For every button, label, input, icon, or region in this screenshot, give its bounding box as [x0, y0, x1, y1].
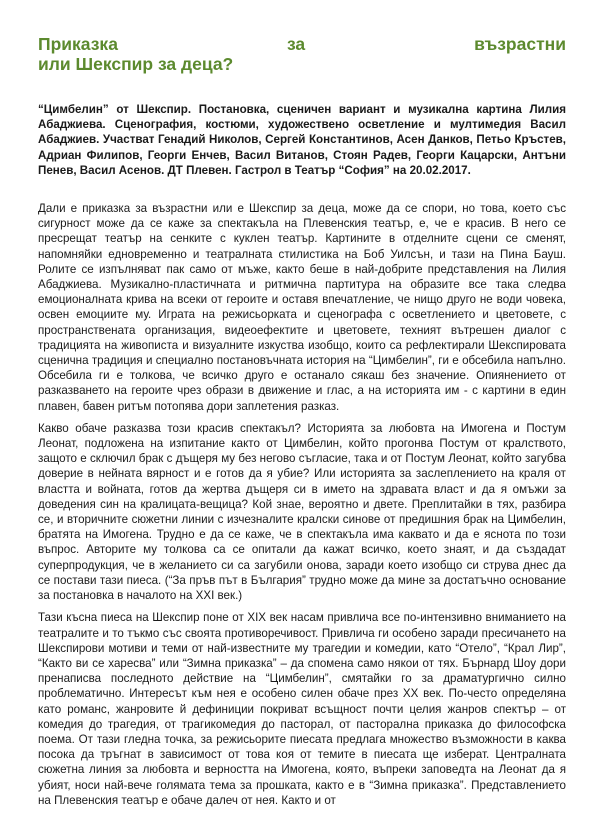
- paragraph-1: Дали е приказка за възрастни или е Шекспир за деца, може да се спори, но това, което със сигурност може да се каже за спектакъла на Плевенския театър, е, че е красив. В него се пресрещат театър на сенките с куклен театър. Картините в отделните сцени се сменят, напомняйки едновременно и театралната стилистика на Боб Уилсън, и тази на Пина Бауш. Ролите се изпълняват пак само от мъже, както беше в най-добрите представления на Лилия Абаджиева. Музикално-пластичната и ритмична партитура на образите все така следва емоционалната крива на всеки от героите и оставя впечатление, че нищо друго не води човека, освен емоциите му. Играта на режисьорката и сценографа с осветлението и цветовете, с пространствената организация, видеоефектите и цветовете, техният вътрешен диалог с традицията на живописта и визуалните изкуства изобщо, които са рефлектирали Шекспировата сценична традиция и специално постановъчната история на “Цимбелин”, ги е обсебила напълно. Обсебила ги е толкова, че всичко друго е останало сякаш без значение. Опиянението от разказването на героите чрез образи в движение и глас, а на историята им - с картини в един плавен, бавен ритъм потопява дори заплетения разказ.: [38, 202, 566, 413]
- article-body: [38, 201, 566, 808]
- article-title: [38, 34, 566, 74]
- title-word-2: за: [286, 34, 306, 54]
- paragraph-2: Какво обаче разказва този красив спектакъл? Историята за любовта на Имогена и Постум Леонат, подложена на изпитание както от Цимбелин, който прогонва Постум от кралството, защото е сключил брак с дъщеря му без негово съгласие, така и от Постум Леонат, който загубва доверие в нейната вярност и е готов да я убие? Или историята за заслеплението на краля от властта и войната, готов да жертва дъщеря си в името на здравата власт и да я омъжи за доведения син на кралицата-вещица? Кой знае, вероятно и двете. Преплитайки в тях, разбира се, и вторичните сюжетни линии с изчезналите кралски синове от предишния брак на Цимбелин, братята на Имогена. Трудно е да се каже, че в спектакъла има каквато и да е яснота по този въпрос. Авторите му толкова са се опитали да кажат всичко, което знаят, и да създадат суперпродукция, че в желанието си са загубили онова, заради което изобщо си струва днес да се постави тази пиеса. (“За пръв път в България” трудно може да мине за достатъчно основание за постановка в началото на XXI век.): [38, 421, 566, 603]
- article: [38, 34, 566, 815]
- paragraph-3: Тази късна пиеса на Шекспир поне от XIX век насам привлича все по-интензивно вниманието на театралите и то тъкмо със своята противоречивост. Привлича ги особено заради пресичането на Шекспирови мотиви и теми от най-известните му трагедии и комедии, като “Отело”, “Крал Лир”, “Както ви се харесва” или “Зимна приказка” – да спомена само някои от тях. Бърнард Шоу дори пренаписва последното действие на “Цимбелин”, смятайки го за драматургично силно проблематично. Интересът към нея е особено силен обаче през XX век. По-често определяна като романс, жанровите й дефиниции покриват всъщност почти целия жанров спектър – от комедия до трагедия, от трагикомедия до пасторал, от пасторална приказка до философска поема. От тази гледна точка, за режисьорите пиесата предлага множество възможности в каква посока да тръгнат в зависимост от това коя от темите в пиесата ще изберат. Централната сюжетна линия за любовта и верността на Имогена, която, въпреки заповедта на Леонат да я убият, носи най-вече голямата тема за прошката, както е в “Зимна приказка”. Представлението на Плевенския театър е обаче далеч от нея. Както и от: [38, 611, 566, 807]
- title-line-1: [38, 34, 566, 54]
- title-line-2: или Шекспир за деца?: [38, 54, 234, 74]
- production-credits: “Цимбелин” от Шекспир. Постановка, сценичен вариант и музикална картина Лилия Абаджиева. Сценография, костюми, художествено осветление и мултимедия Васил Абаджиев. Участват Генадий Николов, Сергей Константинов, Асен Данков, Петьо Кръстев, Адриан Филипов, Георги Енчев, Васил Витанов, Стоян Радев, Георги Кацарски, Антъни Пенев, Васил Асенов. ДТ Плевен. Гастрол в Театър “София” на 20.02.2017.: [38, 103, 566, 177]
- title-word-3: възрастни: [474, 34, 566, 54]
- title-word-1: Приказка: [38, 34, 118, 54]
